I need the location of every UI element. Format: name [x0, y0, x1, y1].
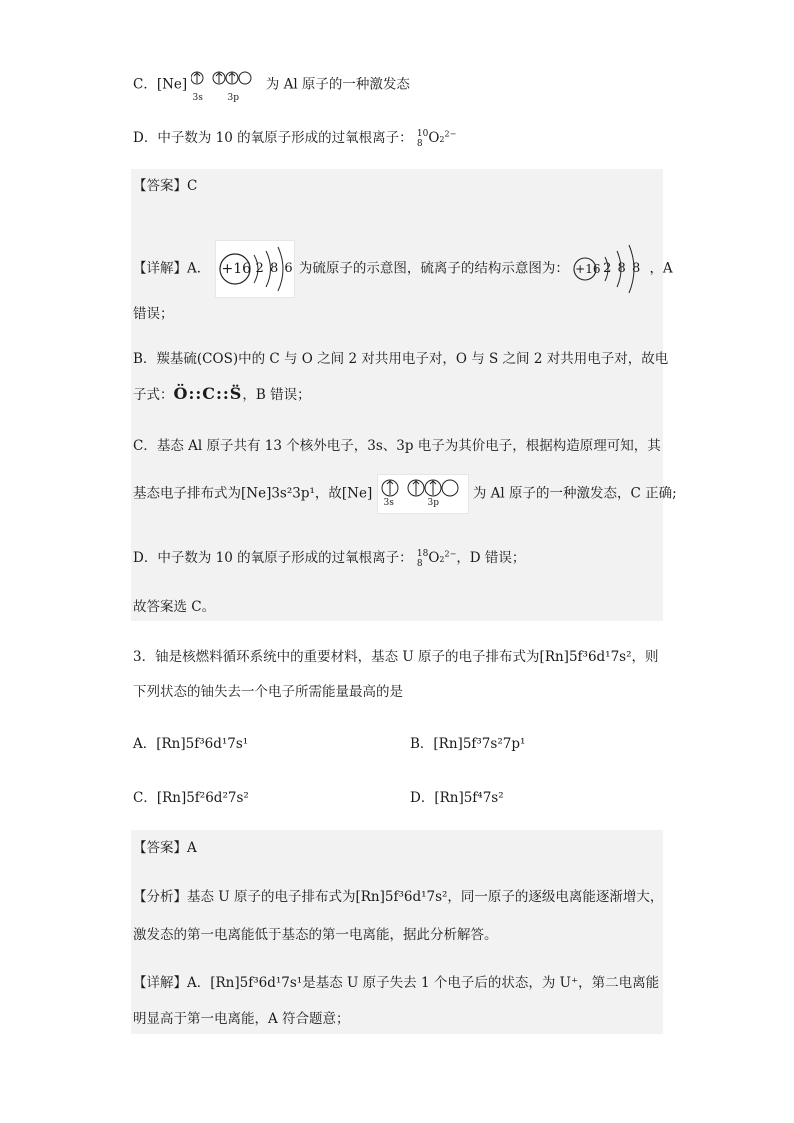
orbital-diagram-icon: 3s 3p — [191, 68, 261, 102]
q2-detail-d: D．中子数为 10 的氧原子形成的过氧根离子： 18 8 $O2^{2-}$，D 错误； — [133, 548, 526, 569]
q3-option-a: A．[Rn]5f³6d¹7s¹ — [133, 736, 249, 752]
q2-detail-c-line1: C．基态 Al 原子共有 13 个核外电子，3s、3p 电子为其价电子，根据构造原理可知，其 — [133, 438, 661, 454]
q3-detail-line1: 【详解】A．[Rn]5f³6d¹7s¹是基态 U 原子失去 1 个电子后的状态，为 U⁺，第二电离能 — [133, 975, 660, 991]
orbital-diagram-icon: 3s 3p — [377, 474, 469, 514]
q2-conclusion: 故答案选 C。 — [133, 599, 216, 615]
q2-option-c: C．[Ne] 3s 3p 为 Al 原子的一种激发态 — [133, 68, 410, 102]
q3-option-c: C．[Rn]5f²6d²7s² — [133, 790, 249, 806]
q3-stem-line1: 3．铀是核燃料循环系统中的重要材料，基态 U 原子的电子排布式为[Rn]5f³6d¹7s²，则 — [133, 649, 659, 665]
q2-detail-c-line2: 基态电子排布式为[Ne]3s²3p¹，故[Ne] 3s 3p 为 Al 原子的一种激发态，C 正确; — [133, 474, 677, 514]
sulfur-atom-diagram: +16 2 8 6 — [215, 240, 295, 298]
q3-option-d: D．[Rn]5f⁴7s² — [410, 790, 504, 806]
q2-detail-b-line1: B．羰基硫(COS)中的 C 与 O 之间 2 对共用电子对，O 与 S 之间 2 对共用电子对，故电 — [133, 351, 669, 367]
q2-detail-b-line2: 子式：Ö::C::S̈，B 错误； — [133, 384, 311, 403]
cos-electron-formula: Ö::C::S̈ — [173, 384, 243, 403]
q3-analysis-line2: 激发态的第一电离能低于基态的第一电离能，据此分析解答。 — [133, 927, 498, 943]
q2-detail-a: 【详解】A． +16 2 8 6 为硫原子的示意图，硫离子的结构示意图为： +16 2 8 8 ，A — [133, 240, 673, 298]
q3-answer: 【答案】A — [133, 840, 197, 856]
q2-answer: 【答案】C — [133, 178, 198, 194]
q3-detail-line2: 明显高于第一电离能，A 符合题意； — [133, 1011, 350, 1027]
q2-detail-a-wrap: 错误； — [133, 306, 174, 322]
q3-analysis-line1: 【分析】基态 U 原子的电子排布式为[Rn]5f³6d¹7s²，同一原子的逐级电离能逐渐增大， — [133, 889, 664, 905]
q2-option-d: D．中子数为 10 的氧原子形成的过氧根离子： 10 8 $O2^{2-}$ — [133, 128, 457, 149]
sulfide-ion-diagram: +16 2 8 8 — [573, 241, 645, 297]
q3-stem-line2: 下列状态的铀失去一个电子所需能量最高的是 — [133, 684, 403, 700]
q3-option-b: B．[Rn]5f³7s²7p¹ — [410, 736, 526, 752]
